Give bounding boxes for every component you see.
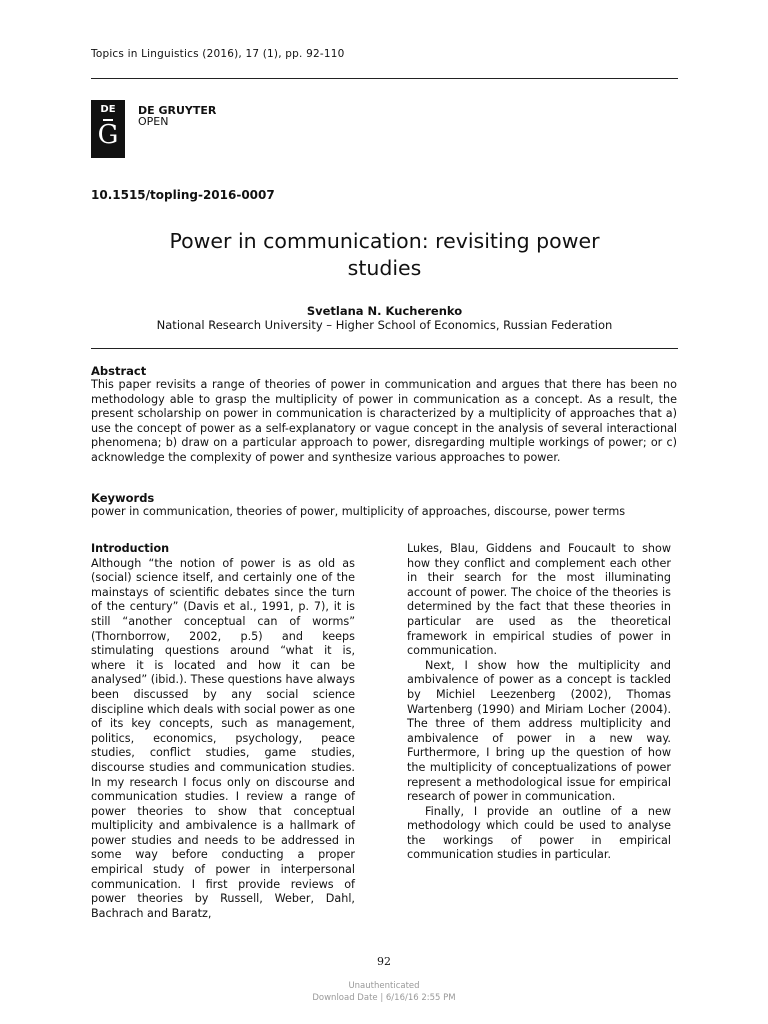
de-gruyter-logo (91, 100, 125, 158)
abstract-heading: Abstract (91, 364, 147, 378)
author-name: Svetlana N. Kucherenko (306, 304, 463, 318)
intro-paragraph-2: Next, I show how the multiplicity and ambivalence of power as a concept is tackled by Michiel Leezenberg (2002), Thomas Wartenberg (1990) and Miriam Locher (2004). The three of them address multiplicity and ambivalence of power in a new way. Furthermore, I bring up the question of how the multiplicity of conceptualizations of power represent a methodological issue for empirical research of power in communication. (407, 658, 671, 804)
author-affiliation: National Research University – Higher School of Economics, Russian Federation (156, 318, 613, 332)
keywords-text: power in communication, theories of power, multiplicity of approaches, discourse, power terms (91, 505, 626, 518)
publisher-name (138, 105, 216, 127)
page-number: 92 (377, 955, 391, 968)
header-rule (91, 78, 678, 79)
logo-g-text: G (97, 119, 119, 150)
footer-download-date: Download Date | 6/16/16 2:55 PM (312, 993, 456, 1003)
doi[interactable]: 10.1515/topling-2016-0007 (91, 188, 275, 202)
intro-paragraph-1: Although “the notion of power is as old as (social) science itself, and certainly one of the mainstays of scientific debates since the turn of the century” (Davis et al., 1991, p. 7), it is still “another conceptual can of worms” (Thornborrow, 2002, p.5) and keeps stimulating questions around “what it is, where it is located and how it can be analysed” (ibid.). These questions have always been discussed by any social science discipline which deals with social power as one of its key concepts, such as management, politics, economics, psychology, peace studies, conflict studies, game studies, discourse studies and communication studies. In my research I focus only on discourse and communication studies. I review a range of power theories to show that conceptual multiplicity and ambivalence is a hallmark of power studies and needs to be addressed in some way before conducting a proper empirical study of power in interpersonal communication. I first provide reviews of power theories by Russell, Weber, Dahl, Bachrach and Baratz, (91, 556, 355, 920)
title-line-1: Power in communication: revisiting power (169, 229, 600, 253)
keywords-heading: Keywords (91, 491, 155, 505)
intro-right-column (407, 542, 671, 863)
imprint-label: OPEN (138, 115, 169, 128)
intro-left-column (91, 542, 355, 921)
logo-de-text: DE (100, 104, 116, 115)
abstract-text: This paper revisits a range of theories of power in communication and argues that there has been no methodology able to grasp the multiplicity of power in communication as a concept. As a result, the present scholarship on power in communication is characterized by a multiplicity of approaches that a) use the concept of power as a self-explanatory or vague concept in the analysis of several interactional phenomena; b) draw on a particular approach to power, disregarding multiple workings of power; or c) acknowledge the complexity of power and synthesize various approaches to power. (91, 378, 677, 464)
download-footer (0, 980, 768, 1004)
journal-header: Topics in Linguistics (2016), 17 (1), pp. 92-110 (91, 48, 345, 60)
paper-title (91, 228, 678, 282)
title-rule (91, 348, 678, 349)
publisher-label: DE GRUYTER (138, 104, 217, 117)
title-line-2: studies (347, 256, 422, 280)
intro-paragraph-1-cont: Lukes, Blau, Giddens and Foucault to show how they conflict and complement each other in their search for the most illuminating account of power. The choice of the theories is determined by the fact that these theories in particular are used as the theoretical framework in empirical studies of power in communication. (407, 542, 671, 658)
introduction-heading: Introduction (91, 542, 170, 555)
intro-paragraph-3: Finally, I provide an outline of a new methodology which could be used to analyse the workings of power in empirical communication studies in particular. (407, 804, 671, 862)
footer-unauthenticated: Unauthenticated (348, 981, 420, 991)
